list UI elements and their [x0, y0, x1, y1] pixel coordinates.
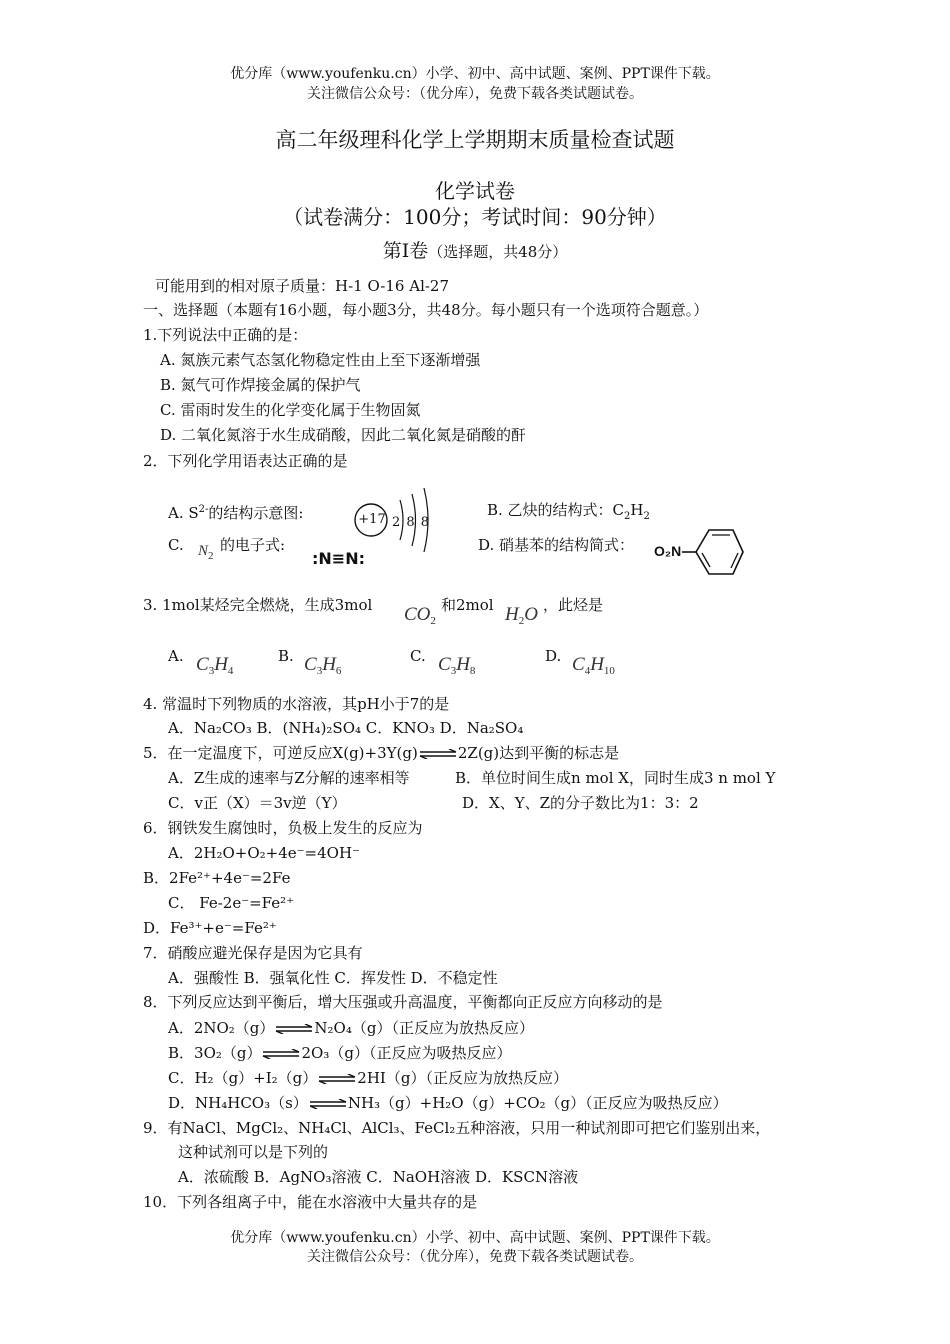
part1-instructions: 一、选择题（本题有16小题，每小题3分，共48分。每小题只有一个选项符合题意。）	[143, 301, 709, 319]
q5-option-c: C．v正（X）＝3v逆（Y）	[168, 794, 347, 812]
footer-line-2: 关注微信公众号：（优分库），免费下载各类试题试卷。	[307, 1249, 643, 1265]
ion-shell-electrons: 2 8 8	[392, 515, 431, 530]
benzene-ring-icon	[676, 522, 746, 584]
q3-option-a-formula	[196, 654, 233, 677]
q1-option-b: B. 氮气可作焊接金属的保护气	[160, 376, 361, 394]
q3-c-cs: 3	[450, 665, 457, 677]
q3-a-cs: 3	[208, 665, 215, 677]
page-subtitle: 化学试卷	[435, 179, 515, 203]
q3-a-hs: 4	[227, 665, 234, 677]
equilibrium-arrow-icon	[418, 749, 458, 759]
q1-option-a: A. 氮族元素气态氢化物稳定性由上至下逐渐增强	[160, 351, 481, 369]
header-line-1: 优分库（www.youfenku.cn）小学、初中、高中试题、案例、PPT课件下载。	[230, 66, 720, 82]
q1-option-d: D. 二氧化氮溶于水生成硝酸，因此二氧化氮是硝酸的酐	[160, 426, 527, 444]
q4-stem: 4. 常温时下列物质的水溶液，其pH小于7的是	[143, 695, 450, 713]
q5-stem	[143, 743, 619, 763]
q7-options: A．强酸性 B．强氧化性 C．挥发性 D．不稳定性	[168, 969, 498, 987]
q2-option-c-n2	[198, 543, 214, 562]
q3-option-c-label: C.	[410, 647, 426, 665]
q6-option-a: A．2H₂O+O₂+4e⁻=4OH⁻	[168, 844, 360, 862]
nitro-group-label: O₂N	[654, 543, 682, 559]
q3-d-cs: 4	[584, 665, 591, 677]
q2-a-charge: 2-	[198, 504, 209, 515]
q9-options: A．浓硫酸 B．AgNO₃溶液 C．NaOH溶液 D．KSCN溶液	[178, 1168, 579, 1186]
q3-stem-part1: 3. 1mol某烃完全燃烧，生成3mol	[143, 596, 373, 614]
q9-stem-line2: 这种试剂可以是下列的	[178, 1143, 329, 1161]
q3-d-hs: 10	[603, 665, 615, 677]
q3-a-c: C	[196, 654, 209, 675]
q8-a-post: N₂O₄（g）（正反应为放热反应）	[314, 1019, 534, 1037]
q6-option-c: C． Fe-2e⁻=Fe²⁺	[168, 894, 295, 912]
q3-option-a-label: A.	[168, 647, 184, 665]
q2-option-b	[487, 500, 650, 527]
q8-b-pre: B．3O₂（g）	[168, 1044, 262, 1062]
q3-co2-sub: 2	[430, 615, 436, 627]
q3-option-d-label: D.	[545, 647, 562, 665]
q8-a-pre: A．2NO₂（g）	[168, 1019, 275, 1037]
header-line-2: 关注微信公众号：（优分库），免费下载各类试题试卷。	[307, 86, 643, 102]
q3-co2	[404, 604, 436, 627]
q8-d-post: NH₃（g）+H₂O（g）+CO₂（g）（正反应为吸热反应）	[347, 1094, 728, 1112]
equilibrium-arrow-icon	[274, 1024, 314, 1034]
q6-option-b: B．2Fe²⁺+4e⁻=2Fe	[143, 869, 291, 887]
q5-option-a: A．Z生成的速率与Z分解的速率相等	[168, 769, 410, 787]
q5-stem-post: 2Z(g)达到平衡的标志是	[457, 744, 620, 762]
q3-option-b-formula	[304, 654, 341, 677]
q2-option-c-label: C.	[168, 536, 184, 554]
q2-c-sub: 2	[208, 550, 214, 562]
q2-b-prefix: B. 乙炔的结构式：C	[487, 501, 625, 519]
q3-h2o-o: O	[524, 604, 538, 625]
q3-stem-part2: 和2mol	[441, 596, 494, 614]
q7-stem: 7．硝酸应避光保存是因为它具有	[143, 944, 363, 962]
q8-d-pre: D．NH₄HCO₃（s）	[168, 1094, 308, 1112]
q3-h2o-sub: 2	[518, 615, 525, 627]
q3-b-cs: 3	[316, 665, 323, 677]
equilibrium-arrow-icon	[261, 1049, 301, 1059]
section-note: （选择题，共48分）	[428, 243, 568, 261]
q3-a-h: H	[214, 654, 228, 675]
q9-stem-line1: 9．有NaCl、MgCl₂、NH₄Cl、AlCl₃、FeCl₂五种溶液，只用一种试剂即可把它们鉴别出来，	[143, 1119, 771, 1137]
exam-info: （试卷满分：100分；考试时间：90分钟）	[283, 205, 667, 229]
q3-d-c: C	[572, 654, 585, 675]
q8-option-c	[168, 1068, 568, 1088]
q2-a-label: 的结构示意图:	[208, 504, 304, 522]
q2-stem: 2．下列化学用语表达正确的是	[143, 452, 348, 470]
ion-nucleus-label: +17	[358, 512, 386, 527]
q2-option-c-text: 的电子式:	[220, 536, 286, 554]
q3-c-c: C	[438, 654, 451, 675]
q3-b-c: C	[304, 654, 317, 675]
q10-stem: 10．下列各组离子中，能在水溶液中大量共存的是	[143, 1193, 478, 1211]
q2-option-d: D. 硝基苯的结构简式：	[478, 536, 635, 554]
q1-stem: 1.下列说法中正确的是：	[143, 326, 308, 344]
q3-d-h: H	[590, 654, 604, 675]
atomic-mass-line: 可能用到的相对原子质量：H-1 O-16 Al-27	[155, 277, 450, 295]
q5-option-b: B．单位时间生成n mol X，同时生成3 n mol Y	[455, 769, 776, 787]
equilibrium-arrow-icon	[317, 1074, 357, 1084]
q8-c-post: 2HI（g）（正反应为放热反应）	[357, 1069, 568, 1087]
page-title: 高二年级理科化学上学期期末质量检查试题	[275, 128, 675, 152]
q3-co2-text: CO	[404, 604, 431, 625]
q3-c-hs: 8	[469, 665, 476, 677]
q3-stem-part3: ，此烃是	[543, 596, 604, 614]
q2-c-n: N	[198, 543, 209, 559]
q8-b-post: 2O₃（g）（正反应为吸热反应）	[301, 1044, 512, 1062]
q8-option-b	[168, 1043, 511, 1063]
n2-electron-formula: :N≡N:	[312, 549, 365, 568]
q2-option-a	[168, 500, 303, 523]
q8-option-d	[168, 1093, 728, 1113]
q1-option-c: C. 雷雨时发生的化学变化属于生物固氮	[160, 401, 421, 419]
q2-b-h: H	[630, 501, 644, 519]
q3-option-b-label: B.	[278, 647, 294, 665]
q2-b-sub1: 2	[624, 511, 631, 522]
q3-option-c-formula	[438, 654, 475, 677]
q3-h2o	[505, 604, 538, 627]
footer-line-1: 优分库（www.youfenku.cn）小学、初中、高中试题、案例、PPT课件下载。	[230, 1230, 720, 1246]
q3-c-h: H	[456, 654, 470, 675]
section-main: 第Ⅰ卷	[382, 240, 429, 262]
q3-h2o-h: H	[505, 604, 519, 625]
q6-stem: 6．钢铁发生腐蚀时，负极上发生的反应为	[143, 819, 423, 837]
q3-b-hs: 6	[335, 665, 342, 677]
q3-b-h: H	[322, 654, 336, 675]
equilibrium-arrow-icon	[308, 1099, 348, 1109]
section-heading	[0, 236, 950, 263]
q2-a-prefix: A. S	[168, 504, 199, 522]
q2-b-sub2: 2	[643, 511, 650, 522]
q3-option-d-formula	[572, 654, 615, 677]
q5-option-d: D．X、Y、Z的分子数比为1：3：2	[462, 794, 699, 812]
q6-option-d: D．Fe³⁺+e⁻=Fe²⁺	[143, 919, 277, 937]
q8-stem: 8．下列反应达到平衡后，增大压强或升高温度，平衡都向正反应方向移动的是	[143, 993, 663, 1011]
q8-option-a	[168, 1018, 534, 1038]
q5-stem-pre: 5．在一定温度下，可逆反应X(g)+3Y(g)	[143, 744, 418, 762]
q4-options: A．Na₂CO₃ B．(NH₄)₂SO₄ C．KNO₃ D．Na₂SO₄	[168, 719, 524, 737]
q8-c-pre: C．H₂（g）+I₂（g）	[168, 1069, 318, 1087]
